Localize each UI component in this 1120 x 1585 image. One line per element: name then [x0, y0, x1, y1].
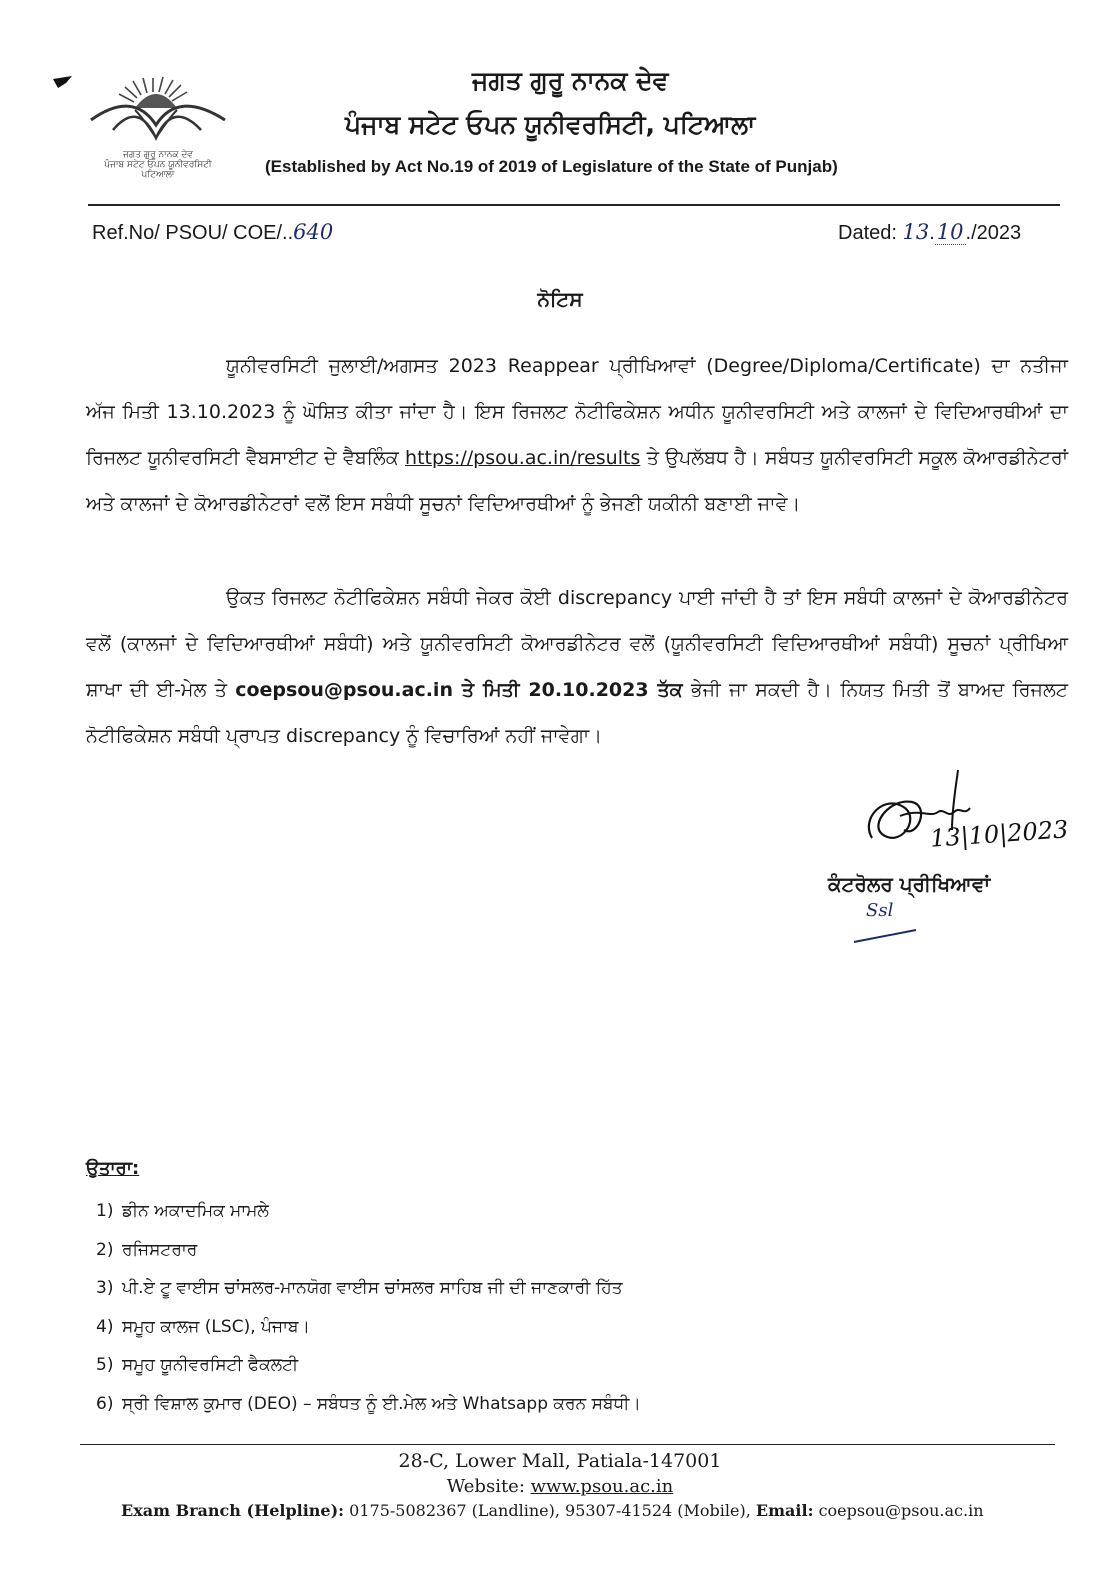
- establishment-act-line: (Established by Act No.19 of 2019 of Legislature of the State of Punjab): [265, 157, 838, 176]
- logo-emblem-icon: [83, 70, 233, 150]
- logo-caption-line: ਜਗਤ ਗੁਰੂ ਨਾਨਕ ਦੇਵ: [123, 150, 193, 160]
- website-label: Website:: [446, 1476, 531, 1497]
- list-item: [96, 1196, 641, 1235]
- logo-caption: [78, 150, 238, 180]
- copy-to-heading: ਉਤਾਰਾ:: [86, 1158, 140, 1179]
- header-divider: [88, 204, 1060, 206]
- website-link[interactable]: www.psou.ac.in: [530, 1476, 674, 1497]
- copy-to-list: [96, 1196, 641, 1427]
- date-month: 10: [936, 220, 964, 244]
- list-number: 4): [96, 1316, 114, 1337]
- university-logo: [78, 70, 238, 185]
- list-text: ਡੀਨ ਅਕਾਦਮਿਕ ਮਾਮਲੇ: [122, 1201, 269, 1221]
- paragraph-text: ਉਕਤ ਰਿਜਲਟ ਨੋਟੀਫਿਕੇਸ਼ਨ ਸਬੰਧੀ ਜੇਕਰ ਕੋਈ discrepancy ਪਾਈ ਜਾਂਦੀ ਹੈ ਤਾਂ ਇਸ ਸਬੰਧੀ ਕਾਲਜਾਂ ਦੇ ਕੋਆਰਡੀਨੇਟਰ ਵਲੋਂ (ਕਾਲਜਾਂ ਦੇ ਵਿਦਿਆਰਥੀਆਂ ਸਬੰਧੀ) ਅਤੇ ਯੂਨੀਵਰਸਿਟੀ ਕੋਆਰਡੀਨੇਟਰ ਵਲੋਂ (ਯੂਨੀਵਰਸਿਟੀ ਵਿਦਿਆਰਥੀਆਂ ਸਬੰਧੀ) ਸੂਚਨਾਂ ਪ੍ਰੀਖਿਆ ਸ਼ਾਖਾ ਦੀ ਈ-ਮੇਲ ਤੇ: [86, 587, 1068, 701]
- notice-title: ਨੋਟਿਸ: [537, 287, 583, 311]
- list-text: ਸ੍ਰੀ ਵਿਸ਼ਾਲ ਕੁਮਾਰ (DEO) – ਸਬੰਧਤ ਨੂੰ ਈ.ਮੇਲ ਅਤੇ Whatsapp ਕਰਨ ਸਬੰਧੀ।: [122, 1393, 641, 1414]
- list-text: ਰਜਿਸਟਰਾਰ: [122, 1239, 198, 1260]
- university-name-line2: ਪੰਜਾਬ ਸਟੇਟ ਓਪਨ ਯੂਨੀਵਰਸਿਟੀ, ਪਟਿਆਲਾ: [345, 110, 756, 139]
- list-number: 3): [96, 1278, 114, 1298]
- list-number: 2): [96, 1239, 114, 1260]
- helpline-label: Exam Branch (Helpline):: [121, 1501, 345, 1520]
- results-link[interactable]: https://psou.ac.in/results: [405, 447, 641, 469]
- email-label: Email:: [755, 1501, 814, 1520]
- footer-address: 28-C, Lower Mall, Patiala-147001: [398, 1450, 722, 1472]
- footer-helpline: [121, 1501, 984, 1520]
- reference-handwritten-number: 640: [293, 220, 334, 244]
- reference-number: [92, 220, 333, 245]
- email-deadline-text: coepsou@psou.ac.in ਤੇ ਮਿਤੀ 20.10.2023 ਤੱਕ: [235, 679, 683, 701]
- list-item: [96, 1389, 641, 1428]
- logo-caption-line: ਪਟਿਆਲਾ: [141, 170, 175, 180]
- footer-email[interactable]: coepsou@psou.ac.in: [813, 1501, 984, 1520]
- logo-caption-line: ਪੰਜਾਬ ਸਟੇਟ ਓਪਨ ਯੂਨੀਵਰਸਿਟੀ: [104, 160, 212, 170]
- list-number: 6): [96, 1393, 114, 1414]
- paragraph-discrepancy: [86, 575, 1068, 759]
- footer-website: [0, 1476, 1120, 1497]
- date-separator: .: [929, 222, 935, 244]
- date-separator: ./: [965, 222, 977, 244]
- list-text: ਸਮੂਹ ਯੂਨੀਵਰਸਿਟੀ ਫੈਕਲਟੀ: [122, 1355, 299, 1375]
- helpline-numbers: 0175-5082367 (Landline), 95307-41524 (Mobile),: [344, 1501, 756, 1520]
- list-item: [96, 1312, 641, 1351]
- list-item: [96, 1235, 641, 1274]
- paragraph-result-declaration: [86, 343, 1068, 527]
- reference-prefix: Ref.No/ PSOU/ COE/..: [92, 222, 294, 244]
- dated-label: Dated:: [838, 222, 903, 244]
- dated-field: [838, 220, 1021, 245]
- list-item: [96, 1350, 641, 1389]
- paragraph-text: ਤੇ ਉਪਲੱਬਧ ਹੈ। ਸਬੰਧਤ ਯੂਨੀਵਰਸਿਟੀ ਸਕੂਲ ਕੋਆਰਡੀਨੇਟਰਾਂ ਅਤੇ ਕਾਲਜਾਂ ਦੇ ਕੋਆਰਡੀਨੇਟਰਾਂ ਵਲੋਂ ਇਸ ਸਬੰਧੀ ਸੂਚਨਾਂ ਵਿਦਿਆਰਥੀਆਂ ਨੂੰ ਭੇਜਣੀ ਯਕੀਨੀ ਬਣਾਈ ਜਾਵੇ।: [86, 447, 1068, 515]
- university-name-line1: ਜਗਤ ਗੁਰੂ ਨਾਨਕ ਦੇਵ: [472, 66, 669, 95]
- list-number: 5): [96, 1355, 114, 1375]
- initials: Ssl: [866, 900, 894, 921]
- list-item: [96, 1273, 641, 1312]
- date-day: 13: [902, 220, 930, 244]
- list-text: ਪੀ.ਏ ਟੂ ਵਾਈਸ ਚਾਂਸਲਰ-ਮਾਨਯੋਗ ਵਾਈਸ ਚਾਂਸਲਰ ਸਾਹਿਬ ਜੀ ਦੀ ਜਾਣਕਾਰੀ ਹਿੱਤ: [122, 1278, 623, 1298]
- list-number: 1): [96, 1201, 114, 1221]
- paragraph-text: ਭੇਜੀ ਜਾ ਸਕਦੀ ਹੈ। ਨਿਯਤ ਮਿਤੀ ਤੋਂ ਬਾਅਦ ਰਿਜਲਟ ਨੋਟੀਫਿਕੇਸ਼ਨ ਸਬੰਧੀ ਪ੍ਰਾਪਤ discrepancy ਨੂੰ ਵਿਚਾਰਿਆਂ ਨਹੀਂ ਜਾਵੇਗਾ।: [86, 679, 1068, 747]
- date-year: 2023: [976, 222, 1022, 244]
- paragraph-text: ਯੂਨੀਵਰਸਿਟੀ ਜੁਲਾਈ/ਅਗਸਤ 2023 Reappear ਪ੍ਰੀਖਿਆਵਾਂ (Degree/Diploma/Certificate) ਦਾ ਨਤੀਜਾ ਅੱਜ ਮਿਤੀ 13.10.2023 ਨੂੰ ਘੋਸ਼ਿਤ ਕੀਤਾ ਜਾਂਦਾ ਹੈ। ਇਸ ਰਿਜਲਟ ਨੋਟੀਫਿਕੇਸ਼ਨ ਅਧੀਨ ਯੂਨੀਵਰਸਿਟੀ ਅਤੇ ਕਾਲਜਾਂ ਦੇ ਵਿਦਿਆਰਥੀਆਂ ਦਾ ਰਿਜਲਟ ਯੂਨੀਵਰਸਿਟੀ ਵੈਬਸਾਈਟ ਦੇ ਵੈਬਲਿੰਕ: [86, 355, 1068, 469]
- list-text: ਸਮੂਹ ਕਾਲਜ (LSC), ਪੰਜਾਬ।: [122, 1316, 311, 1337]
- signature-date: 13|10|2023: [929, 815, 1070, 853]
- scan-mark: [52, 74, 74, 90]
- footer-divider: [80, 1444, 1055, 1445]
- signatory-designation: ਕੰਟਰੋਲਰ ਪ੍ਰੀਖਿਆਵਾਂ: [828, 872, 991, 896]
